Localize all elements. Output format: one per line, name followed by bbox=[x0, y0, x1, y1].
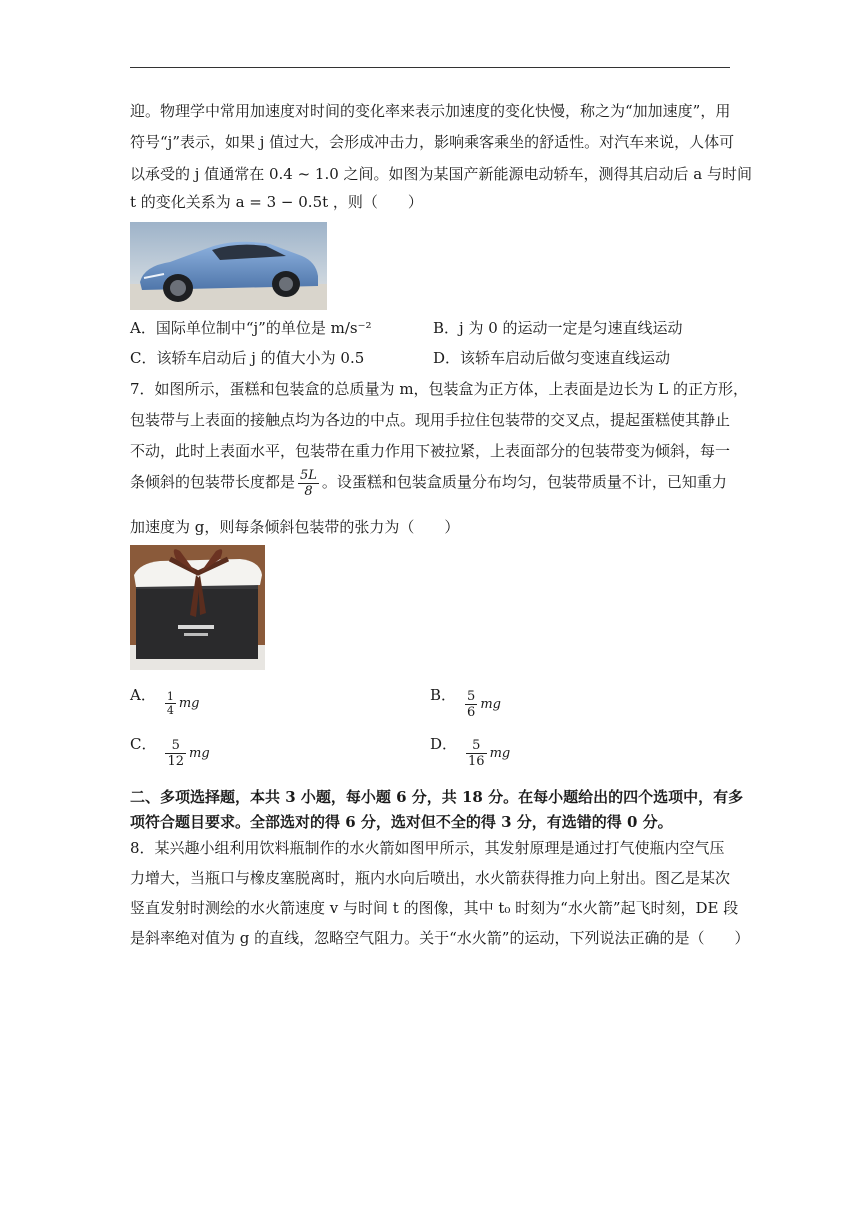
q7-text-line-5: 加速度为 g，则每条倾斜包装带的张力为（ ） bbox=[130, 518, 460, 536]
section-2-heading-line-1: 二、多项选择题，本共 3 小题，每小题 6 分，共 18 分。在每小题给出的四个选项中，有多 bbox=[130, 788, 744, 806]
q7-option-c-numerator: 5 bbox=[171, 738, 180, 753]
q7-length-numerator: 5L bbox=[300, 467, 317, 483]
q7-option-a bbox=[130, 685, 200, 717]
q7-option-d-numerator: 5 bbox=[472, 738, 481, 753]
q6-option-d: D．该轿车启动后做匀变速直线运动 bbox=[433, 349, 671, 367]
q7-option-d-unit: mg bbox=[489, 745, 511, 761]
q7-option-b-fraction bbox=[465, 689, 477, 720]
q7-option-c-fraction bbox=[165, 738, 186, 769]
q7-text-line-3: 不动，此时上表面水平，包装带在重力作用下被拉紧，上表面部分的包装带变为倾斜，每一 bbox=[130, 442, 731, 460]
q7-option-d-label: D． bbox=[430, 735, 458, 753]
q7-option-a-numerator: 1 bbox=[166, 690, 174, 703]
q7-option-c-label: C． bbox=[130, 735, 157, 753]
q7-line4-pre: 条倾斜的包装带长度都是 bbox=[130, 473, 296, 491]
q6-option-a: A．国际单位制中“j”的单位是 m/s⁻² bbox=[130, 319, 372, 337]
q7-option-c-denominator: 12 bbox=[167, 754, 185, 769]
cake-box-photo bbox=[130, 545, 265, 670]
q7-option-a-fraction bbox=[165, 690, 176, 717]
q8-text-line-1: 8．某兴趣小组利用饮料瓶制作的水火箭如图甲所示，其发射原理是通过打气使瓶内空气压 bbox=[130, 839, 725, 857]
q7-option-d-fraction bbox=[466, 738, 487, 769]
q7-text-line-4 bbox=[130, 465, 727, 499]
q7-option-d bbox=[430, 734, 510, 769]
q6-option-b: B．j 为 0 的运动一定是匀速直线运动 bbox=[433, 319, 683, 337]
q6-text-line-2: 符号“j”表示，如果 j 值过大，会形成冲击力，影响乘客乘坐的舒适性。对汽车来说，人体可 bbox=[130, 133, 735, 151]
q6-text-line-4: t 的变化关系为 a = 3 − 0.5t ，则（ ） bbox=[130, 193, 423, 211]
q7-option-b bbox=[430, 685, 501, 720]
q7-option-b-denominator: 6 bbox=[467, 705, 476, 720]
q7-option-d-denominator: 16 bbox=[468, 754, 485, 769]
q8-text-line-4: 是斜率绝对值为 g 的直线，忽略空气阻力。关于“水火箭”的运动，下列说法正确的是（ ） bbox=[130, 929, 750, 947]
q7-option-a-denominator: 4 bbox=[166, 704, 174, 717]
q7-line4-post: 。设蛋糕和包装盒质量分布均匀，包装带质量不计，已知重力 bbox=[321, 473, 727, 491]
q7-length-fraction bbox=[298, 468, 319, 499]
header-rule bbox=[130, 67, 730, 68]
q7-option-a-unit: mg bbox=[178, 695, 200, 711]
q8-text-line-2: 力增大，当瓶口与橡皮塞脱离时，瓶内水向后喷出，水火箭获得推力向上射出。图乙是某次 bbox=[130, 869, 731, 887]
q7-option-b-label: B． bbox=[430, 686, 457, 704]
q7-option-b-numerator: 5 bbox=[467, 689, 476, 704]
q7-option-c-unit: mg bbox=[189, 745, 210, 761]
q7-option-b-unit: mg bbox=[480, 696, 501, 712]
q6-text-line-3: 以承受的 j 值通常在 0.4 ~ 1.0 之间。如图为某国产新能源电动轿车，测得其启动后 a 与时间 bbox=[130, 165, 753, 183]
q7-text-line-1: 7．如图所示，蛋糕和包装盒的总质量为 m，包装盒为正方体，上表面是边长为 L 的正方形， bbox=[130, 380, 749, 398]
q7-length-denominator: 8 bbox=[298, 483, 319, 499]
q7-text-line-2: 包装带与上表面的接触点均为各边的中点。现用手拉住包装带的交叉点，提起蛋糕使其静止 bbox=[130, 411, 731, 429]
q7-option-c bbox=[130, 734, 210, 769]
q6-text-line-1: 迎。物理学中常用加速度对时间的变化率来表示加速度的变化快慢，称之为“加加速度”，用 bbox=[130, 102, 731, 120]
q7-option-a-label: A． bbox=[130, 686, 156, 704]
q6-option-c: C．该轿车启动后 j 的值大小为 0.5 bbox=[130, 349, 365, 367]
q8-text-line-3: 竖直发射时测绘的水火箭速度 v 与时间 t 的图像，其中 t₀ 时刻为“水火箭”起飞时刻，DE 段 bbox=[130, 899, 739, 917]
section-2-heading-line-2: 项符合题目要求。全部选对的得 6 分，选对但不全的得 3 分，有选错的得 0 分。 bbox=[130, 813, 673, 831]
electric-car-photo bbox=[130, 222, 327, 310]
